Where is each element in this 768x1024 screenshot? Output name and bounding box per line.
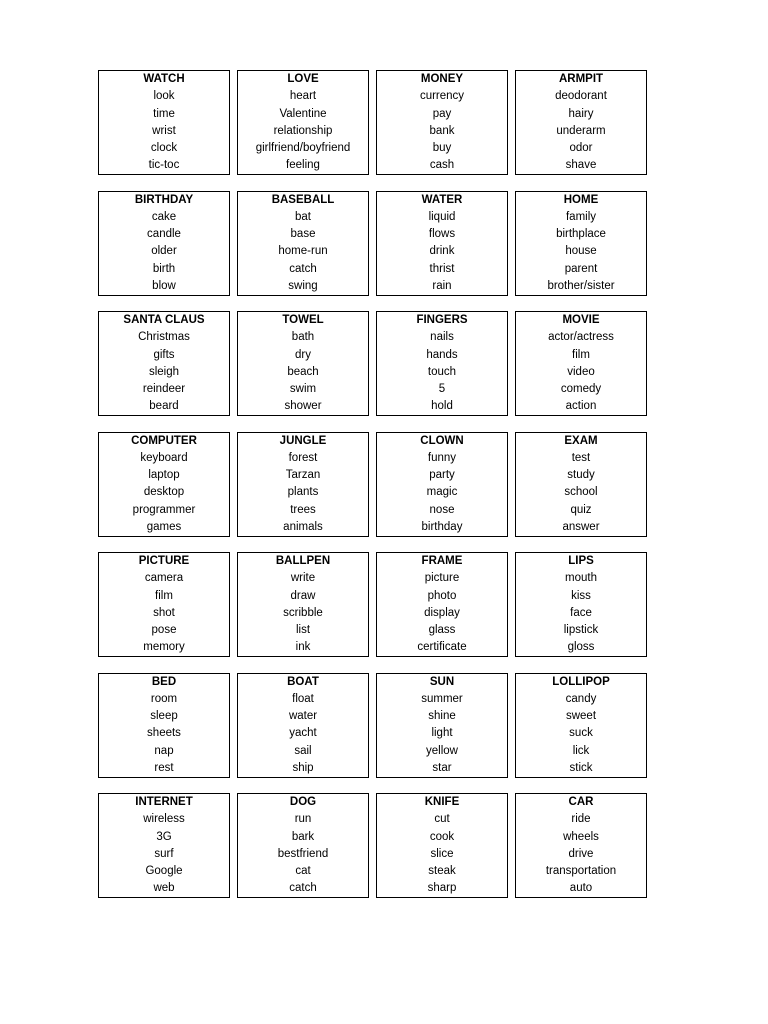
card-word: candy bbox=[565, 692, 597, 705]
card-title: BED bbox=[151, 675, 177, 688]
card-word: certificate bbox=[417, 641, 467, 654]
card-title: PICTURE bbox=[138, 555, 190, 567]
card-word: cash bbox=[429, 159, 455, 172]
card-word: swing bbox=[288, 279, 318, 292]
word-card bbox=[98, 793, 230, 898]
card-word: liquid bbox=[428, 210, 456, 223]
card-word: test bbox=[571, 451, 591, 464]
card-title: MOVIE bbox=[562, 314, 600, 326]
card-word: hands bbox=[426, 348, 458, 361]
card-title: FINGERS bbox=[416, 314, 468, 326]
card-word: ink bbox=[295, 641, 311, 654]
card-word: flows bbox=[428, 228, 456, 241]
card-word: clock bbox=[150, 142, 178, 155]
card-word: suck bbox=[569, 727, 593, 740]
word-card bbox=[515, 552, 647, 657]
card-word: action bbox=[565, 400, 597, 413]
card-word: video bbox=[567, 365, 595, 378]
card-title: BIRTHDAY bbox=[134, 193, 194, 206]
card-word: sail bbox=[294, 744, 312, 757]
card-word: star bbox=[432, 761, 452, 774]
word-card bbox=[515, 673, 647, 778]
card-title: LIPS bbox=[568, 555, 594, 567]
card-word: slice bbox=[430, 847, 454, 860]
card-word: underarm bbox=[556, 124, 606, 137]
word-card bbox=[237, 793, 369, 898]
card-word: look bbox=[153, 90, 175, 103]
card-word: nap bbox=[154, 744, 174, 757]
card-word: light bbox=[431, 727, 453, 740]
card-word: photo bbox=[427, 589, 457, 602]
word-card bbox=[237, 191, 369, 296]
card-word: film bbox=[572, 348, 590, 361]
card-word: Christmas bbox=[138, 331, 190, 344]
card-word: web bbox=[153, 882, 175, 895]
word-card bbox=[376, 311, 508, 416]
card-title: CAR bbox=[568, 796, 594, 808]
card-word: girlfriend/boyfriend bbox=[255, 142, 351, 155]
card-title: SANTA CLAUS bbox=[123, 314, 205, 326]
card-word: Google bbox=[145, 865, 183, 878]
card-word: summer bbox=[421, 692, 463, 705]
card-word: birth bbox=[152, 262, 176, 275]
word-card bbox=[376, 191, 508, 296]
card-word: shower bbox=[284, 400, 322, 413]
card-word: transportation bbox=[545, 865, 617, 878]
card-word: Valentine bbox=[279, 107, 327, 120]
card-word: hold bbox=[431, 400, 453, 413]
word-card bbox=[237, 432, 369, 537]
card-word: shave bbox=[565, 159, 597, 172]
card-word: scribble bbox=[283, 606, 323, 619]
card-word: animals bbox=[283, 520, 323, 533]
card-word: beach bbox=[287, 365, 319, 378]
card-word: bank bbox=[429, 124, 455, 137]
card-word: forest bbox=[288, 451, 318, 464]
card-word: tic-toc bbox=[148, 159, 180, 172]
card-word: cake bbox=[151, 210, 177, 223]
card-word: yellow bbox=[426, 744, 458, 757]
card-title: CLOWN bbox=[420, 434, 464, 447]
card-word: relationship bbox=[273, 124, 333, 137]
card-word: steak bbox=[428, 865, 456, 878]
card-word: quiz bbox=[570, 503, 592, 516]
card-word: cook bbox=[429, 830, 455, 843]
card-word: write bbox=[290, 572, 316, 585]
card-word: bark bbox=[291, 830, 315, 843]
card-word: beard bbox=[149, 400, 179, 413]
card-word: touch bbox=[427, 365, 457, 378]
card-word: float bbox=[292, 692, 314, 705]
card-word: list bbox=[295, 624, 311, 637]
card-word: magic bbox=[426, 486, 458, 499]
card-word: gifts bbox=[153, 348, 175, 361]
card-word: mouth bbox=[565, 572, 597, 585]
card-word: bath bbox=[291, 331, 315, 344]
card-word: nails bbox=[430, 331, 454, 344]
card-word: swim bbox=[289, 383, 317, 396]
card-word: wrist bbox=[152, 124, 176, 137]
card-word: catch bbox=[289, 262, 317, 275]
word-card bbox=[376, 673, 508, 778]
card-word: house bbox=[565, 245, 597, 258]
card-word: birthday bbox=[421, 520, 463, 533]
card-word: camera bbox=[144, 572, 184, 585]
card-word: hairy bbox=[568, 107, 594, 120]
word-card bbox=[98, 191, 230, 296]
card-word: desktop bbox=[143, 486, 185, 499]
word-card bbox=[237, 311, 369, 416]
card-word: cut bbox=[434, 813, 450, 826]
card-word: programmer bbox=[132, 503, 196, 516]
card-word: yacht bbox=[289, 727, 317, 740]
card-word: currency bbox=[419, 90, 465, 103]
card-word: glass bbox=[428, 624, 456, 637]
word-card bbox=[98, 311, 230, 416]
card-word: trees bbox=[290, 503, 316, 516]
card-word: catch bbox=[289, 882, 317, 895]
card-word: nose bbox=[429, 503, 455, 516]
word-card bbox=[376, 793, 508, 898]
card-word: draw bbox=[290, 589, 316, 602]
card-title: LOVE bbox=[287, 73, 319, 85]
card-title: SUN bbox=[429, 675, 455, 688]
card-word: school bbox=[564, 486, 598, 499]
card-word: rain bbox=[432, 279, 452, 292]
card-word: surf bbox=[154, 847, 174, 860]
word-card bbox=[237, 673, 369, 778]
word-card bbox=[376, 552, 508, 657]
card-word: 5 bbox=[438, 383, 446, 396]
card-word: reindeer bbox=[142, 383, 186, 396]
card-title: COMPUTER bbox=[131, 434, 197, 447]
card-title: WATER bbox=[421, 193, 463, 206]
card-word: drink bbox=[429, 245, 455, 258]
card-word: face bbox=[570, 606, 592, 619]
card-title: HOME bbox=[563, 193, 599, 206]
card-title: JUNGLE bbox=[279, 434, 327, 447]
card-word: sleigh bbox=[148, 365, 180, 378]
word-card bbox=[376, 70, 508, 175]
card-word: comedy bbox=[560, 383, 602, 396]
card-word: room bbox=[150, 692, 178, 705]
word-card bbox=[515, 191, 647, 296]
card-word: film bbox=[155, 589, 173, 602]
card-word: memory bbox=[143, 641, 185, 654]
card-word: wireless bbox=[143, 813, 185, 826]
card-word: pay bbox=[432, 107, 452, 120]
card-word: auto bbox=[569, 882, 593, 895]
card-word: thrist bbox=[429, 262, 455, 275]
card-word: shot bbox=[153, 606, 175, 619]
card-title: INTERNET bbox=[135, 796, 193, 808]
card-word: funny bbox=[427, 451, 457, 464]
card-word: candle bbox=[147, 228, 181, 241]
card-word: drive bbox=[568, 847, 594, 860]
card-word: parent bbox=[564, 262, 598, 275]
card-word: sweet bbox=[565, 710, 597, 723]
card-word: gloss bbox=[567, 641, 595, 654]
card-word: pose bbox=[151, 624, 177, 637]
card-title: WATCH bbox=[143, 73, 185, 85]
card-title: LOLLIPOP bbox=[552, 675, 610, 688]
card-word: ship bbox=[292, 761, 314, 774]
word-card bbox=[515, 70, 647, 175]
card-title: KNIFE bbox=[424, 796, 460, 808]
card-word: sharp bbox=[427, 882, 457, 895]
card-word: odor bbox=[569, 142, 593, 155]
word-card bbox=[515, 311, 647, 416]
card-word: keyboard bbox=[140, 451, 188, 464]
card-word: picture bbox=[424, 572, 460, 585]
card-word: wheels bbox=[563, 830, 599, 843]
card-title: TOWEL bbox=[282, 314, 324, 326]
card-word: lick bbox=[572, 744, 590, 757]
card-word: display bbox=[424, 606, 460, 619]
card-word: older bbox=[151, 245, 177, 258]
card-title: FRAME bbox=[421, 555, 463, 567]
card-word: rest bbox=[154, 761, 174, 774]
card-word: cat bbox=[295, 865, 311, 878]
card-word: buy bbox=[432, 142, 452, 155]
card-word: study bbox=[567, 469, 595, 482]
word-card bbox=[515, 793, 647, 898]
word-card bbox=[98, 70, 230, 175]
word-card bbox=[237, 552, 369, 657]
card-word: 3G bbox=[156, 830, 172, 843]
card-word: birthplace bbox=[556, 228, 606, 241]
card-word: bat bbox=[295, 210, 311, 223]
card-word: laptop bbox=[148, 469, 180, 482]
card-word: ride bbox=[571, 813, 591, 826]
card-word: brother/sister bbox=[547, 279, 615, 292]
card-word: shine bbox=[428, 710, 456, 723]
card-word: stick bbox=[569, 761, 593, 774]
card-title: MONEY bbox=[420, 73, 464, 85]
card-word: deodorant bbox=[555, 90, 607, 103]
word-card-grid bbox=[98, 70, 647, 898]
card-word: sleep bbox=[150, 710, 178, 723]
card-word: home-run bbox=[278, 245, 328, 258]
card-word: bestfriend bbox=[277, 847, 329, 860]
word-card bbox=[98, 432, 230, 537]
card-word: dry bbox=[295, 348, 311, 361]
card-word: blow bbox=[152, 279, 176, 292]
card-word: base bbox=[290, 228, 316, 241]
word-card bbox=[515, 432, 647, 537]
card-word: family bbox=[565, 210, 597, 223]
card-title: BOAT bbox=[287, 675, 319, 688]
card-title: BASEBALL bbox=[271, 193, 335, 206]
card-word: heart bbox=[289, 90, 317, 103]
card-word: kiss bbox=[571, 589, 591, 602]
card-word: lipstick bbox=[563, 624, 599, 637]
word-card bbox=[237, 70, 369, 175]
card-word: actor/actress bbox=[548, 331, 614, 344]
word-card bbox=[98, 552, 230, 657]
card-word: Tarzan bbox=[285, 469, 321, 482]
card-word: party bbox=[429, 469, 455, 482]
card-title: DOG bbox=[289, 796, 317, 808]
card-word: answer bbox=[562, 520, 600, 533]
card-word: games bbox=[146, 520, 182, 533]
card-word: plants bbox=[287, 486, 319, 499]
card-word: feeling bbox=[286, 159, 320, 172]
word-card bbox=[376, 432, 508, 537]
card-title: ARMPIT bbox=[558, 73, 604, 85]
word-card bbox=[98, 673, 230, 778]
card-word: water bbox=[288, 710, 318, 723]
card-word: time bbox=[153, 107, 175, 120]
card-title: BALLPEN bbox=[275, 555, 331, 567]
card-word: sheets bbox=[147, 727, 181, 740]
card-word: run bbox=[294, 813, 312, 826]
card-title: EXAM bbox=[564, 434, 598, 447]
